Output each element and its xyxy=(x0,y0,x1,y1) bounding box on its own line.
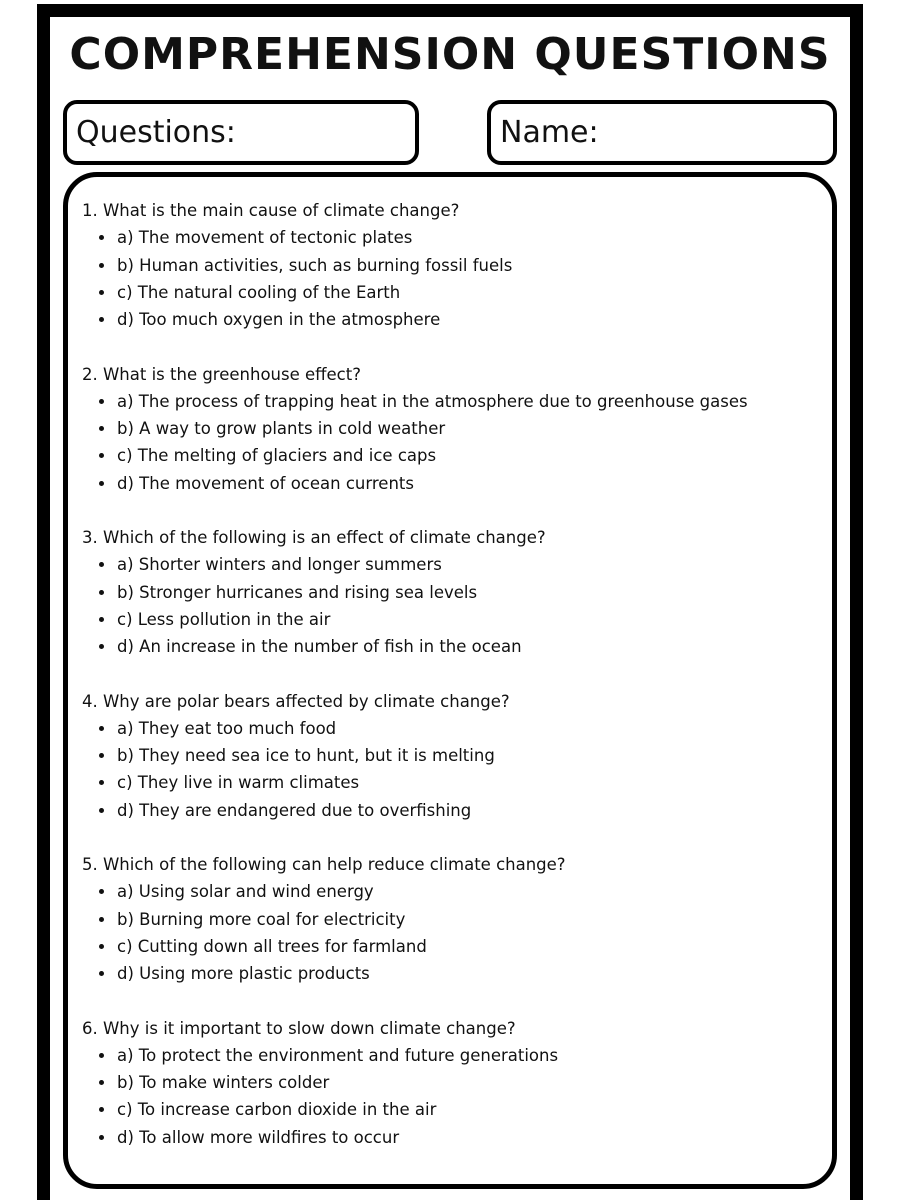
bullet-icon xyxy=(99,617,104,622)
bullet-icon xyxy=(99,1080,104,1085)
question-text: 2. What is the greenhouse effect? xyxy=(82,364,361,384)
option-label: a) Shorter winters and longer summers xyxy=(117,555,442,575)
answer-option-a[interactable] xyxy=(82,715,818,742)
questions-header-box xyxy=(63,100,419,165)
name-field-box[interactable] xyxy=(487,100,837,165)
answer-option-b[interactable] xyxy=(82,579,818,606)
question-text: 1. What is the main cause of climate change? xyxy=(82,201,460,220)
answer-option-b[interactable] xyxy=(82,906,818,933)
bullet-icon xyxy=(99,317,104,322)
option-label: c) To increase carbon dioxide in the air xyxy=(117,1100,437,1120)
option-label: c) They live in warm climates xyxy=(117,773,360,793)
question-1 xyxy=(82,197,818,361)
question-5 xyxy=(82,851,818,1015)
bullet-icon xyxy=(99,399,104,404)
option-label: c) The natural cooling of the Earth xyxy=(117,282,401,302)
option-label: d) To allow more wildfires to occur xyxy=(117,1127,400,1147)
bullet-icon xyxy=(99,917,104,922)
bullet-icon xyxy=(99,971,104,976)
option-label: c) Less pollution in the air xyxy=(117,609,331,629)
options-list xyxy=(82,1042,818,1151)
answer-option-b[interactable] xyxy=(82,1069,818,1096)
option-label: d) They are endangered due to overfishing xyxy=(117,800,472,820)
option-label: b) Human activities, such as burning fossil fuels xyxy=(117,255,513,275)
bullet-icon xyxy=(99,808,104,813)
answer-option-b[interactable] xyxy=(82,415,818,442)
option-label: b) They need sea ice to hunt, but it is melting xyxy=(117,746,495,766)
option-label: b) A way to grow plants in cold weather xyxy=(117,419,446,439)
bullet-icon xyxy=(99,644,104,649)
option-label: d) Using more plastic products xyxy=(117,964,370,984)
question-2 xyxy=(82,361,818,525)
bullet-icon xyxy=(99,590,104,595)
bullet-icon xyxy=(99,426,104,431)
worksheet-frame xyxy=(37,4,863,1200)
option-label: a) They eat too much food xyxy=(117,718,337,738)
answer-option-b[interactable] xyxy=(82,252,818,279)
answer-option-a[interactable] xyxy=(82,224,818,251)
answer-option-d[interactable] xyxy=(82,1124,818,1151)
answer-option-c[interactable] xyxy=(82,279,818,306)
option-label: a) The movement of tectonic plates xyxy=(117,228,413,248)
options-list xyxy=(82,388,818,497)
answer-option-c[interactable] xyxy=(82,1096,818,1123)
bullet-icon xyxy=(99,1107,104,1112)
bullet-icon xyxy=(99,1135,104,1140)
answer-option-d[interactable] xyxy=(82,960,818,987)
answer-option-c[interactable] xyxy=(82,606,818,633)
options-list xyxy=(82,551,818,660)
option-label: d) An increase in the number of fish in the ocean xyxy=(117,637,522,657)
bullet-icon xyxy=(99,944,104,949)
option-label: a) To protect the environment and future generations xyxy=(117,1045,559,1065)
answer-option-c[interactable] xyxy=(82,769,818,796)
questions-label: Questions: xyxy=(76,115,236,150)
options-list xyxy=(82,224,818,333)
answer-option-a[interactable] xyxy=(82,388,818,415)
option-label: b) Stronger hurricanes and rising sea levels xyxy=(117,582,478,602)
name-label: Name: xyxy=(500,115,599,150)
option-label: d) The movement of ocean currents xyxy=(117,473,414,493)
options-list xyxy=(82,878,818,987)
option-label: d) Too much oxygen in the atmosphere xyxy=(117,310,441,330)
bullet-icon xyxy=(99,780,104,785)
bullet-icon xyxy=(99,453,104,458)
bullet-icon xyxy=(99,235,104,240)
answer-option-d[interactable] xyxy=(82,306,818,333)
option-label: b) To make winters colder xyxy=(117,1073,330,1093)
bullet-icon xyxy=(99,263,104,268)
option-label: a) Using solar and wind energy xyxy=(117,882,374,902)
question-text: 3. Which of the following is an effect of climate change? xyxy=(82,528,546,547)
option-label: b) Burning more coal for electricity xyxy=(117,909,406,929)
question-text: 6. Why is it important to slow down climate change? xyxy=(82,1018,516,1038)
question-text: 5. Which of the following can help reduce climate change? xyxy=(82,855,566,874)
question-list xyxy=(82,197,818,1178)
bullet-icon xyxy=(99,290,104,295)
bullet-icon xyxy=(99,753,104,758)
answer-option-c[interactable] xyxy=(82,442,818,469)
bullet-icon xyxy=(99,562,104,567)
answer-option-a[interactable] xyxy=(82,551,818,578)
answer-option-a[interactable] xyxy=(82,1042,818,1069)
answer-option-d[interactable] xyxy=(82,470,818,497)
question-text: 4. Why are polar bears affected by climate change? xyxy=(82,691,510,711)
answer-option-c[interactable] xyxy=(82,933,818,960)
answer-option-d[interactable] xyxy=(82,797,818,824)
questions-panel xyxy=(63,172,837,1189)
options-list xyxy=(82,715,818,824)
question-6 xyxy=(82,1015,818,1179)
option-label: c) Cutting down all trees for farmland xyxy=(117,936,427,956)
question-3 xyxy=(82,524,818,688)
answer-option-a[interactable] xyxy=(82,878,818,905)
option-label: a) The process of trapping heat in the atmosphere due to greenhouse gases xyxy=(117,391,748,411)
option-label: c) The melting of glaciers and ice caps xyxy=(117,446,437,466)
page-title: COMPREHENSION QUESTIONS xyxy=(69,29,831,80)
bullet-icon xyxy=(99,889,104,894)
answer-option-b[interactable] xyxy=(82,742,818,769)
bullet-icon xyxy=(99,481,104,486)
question-4 xyxy=(82,688,818,852)
bullet-icon xyxy=(99,1053,104,1058)
answer-option-d[interactable] xyxy=(82,633,818,660)
bullet-icon xyxy=(99,726,104,731)
